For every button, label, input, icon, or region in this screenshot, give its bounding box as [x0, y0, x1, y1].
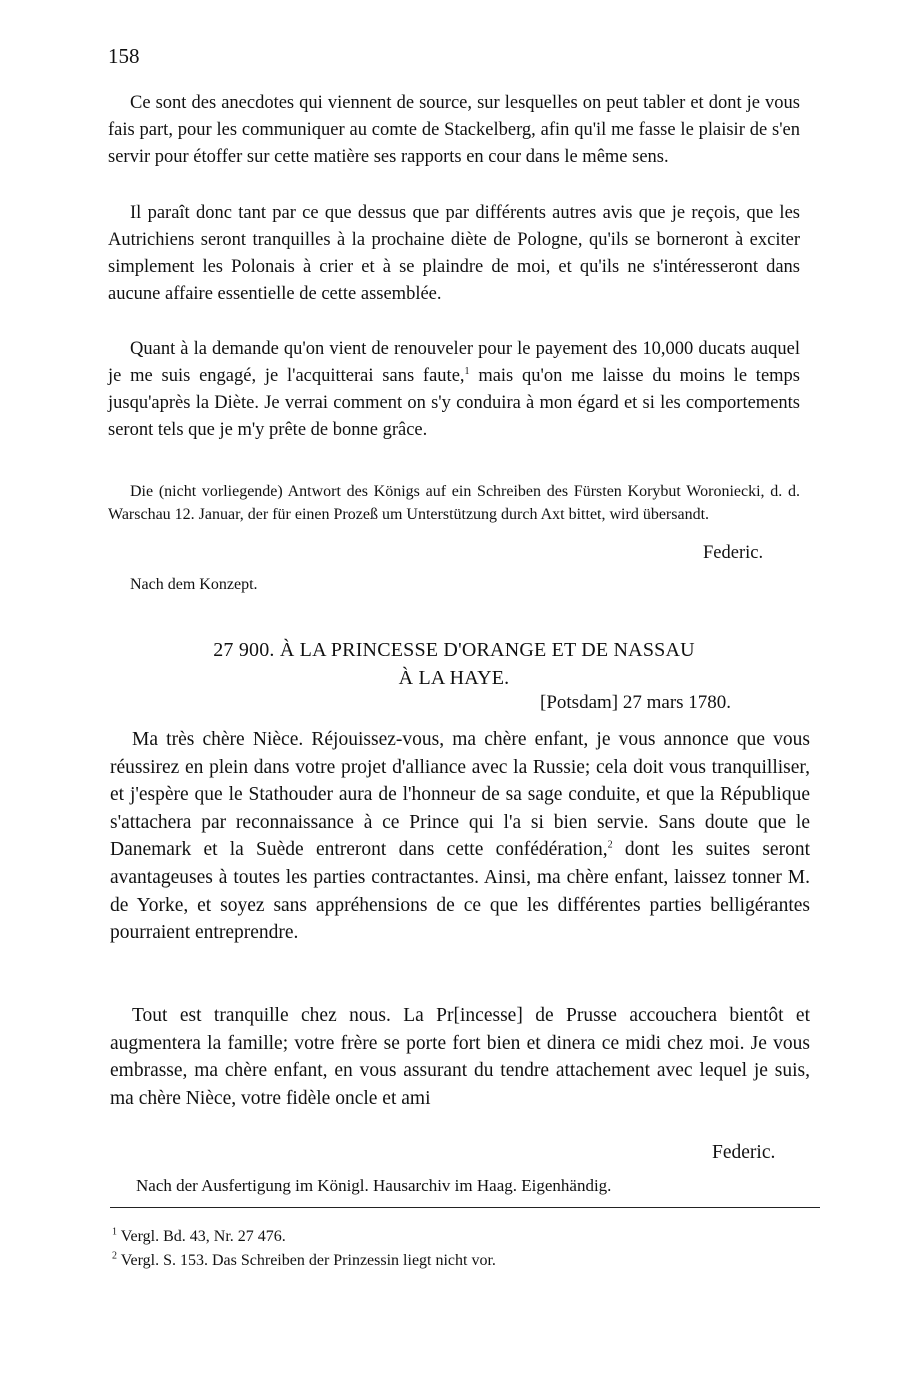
- editorial-note: [108, 480, 800, 526]
- footnote-ref-1: 1: [464, 365, 470, 377]
- paragraph-text: Ce sont des anecdotes qui viennent de source, sur lesquelles on peut tabler et dont je vous fais part, pour les communiquer au comte de Stackelberg, afin qu'il me fasse le plaisir de s'en servir pour étoffer sur cette matière ses rapports en cour dans le même sens.: [108, 93, 800, 167]
- heading-line-1: 27 900. À LA PRINCESSE D'ORANGE ET DE NASSAU: [213, 639, 695, 661]
- letter-paragraph-1: [110, 726, 810, 947]
- letter-text-part: dont les suites seront avantageuses à toutes les parties contractantes. Ainsi, ma chère enfant, laissez tonner M. de Yorke, et soyez sans appréhensions de ce que les différentes parties belligérantes pourraient entreprendre.: [110, 839, 810, 944]
- signature-1: Federic.: [703, 543, 764, 563]
- letter-paragraph-2: [110, 1002, 810, 1112]
- letter-text-part: Ma très chère Nièce. Réjouissez-vous, ma chère enfant, je vous annonce que vous réussirez en plein dans votre projet d'alliance avec la Russie; cela doit vous tranquilliser, et j'espère que le Stathouder aura de l'honneur de sa sage conduite, et que la République s'attachera par reconnaissance à ce Prince qui l'a si bien servie. Sans doute que le Danemark et la Suède entreront dans cette confédération,: [110, 729, 810, 861]
- paragraph-3: [108, 336, 800, 444]
- letter-text: Tout est tranquille chez nous. La Pr[incesse] de Prusse accouchera bientôt et augmentera la famille; votre frère se porte fort bien et dinera ce midi chez moi. Je vous embrasse, ma chère enfant, en vous assurant du tendre attachement avec lequel je suis, ma chère Nièce, votre fidèle oncle et ami: [110, 1005, 810, 1109]
- footnote-2: [112, 1252, 496, 1270]
- source-note-2: Nach der Ausfertigung im Königl. Hausarchiv im Haag. Eigenhändig.: [136, 1176, 612, 1195]
- footnote-mark: 1: [112, 1226, 117, 1238]
- paragraph-text: Il paraît donc tant par ce que dessus que par différents autres avis que je reçois, que les Autrichiens seront tranquilles à la prochaine diète de Pologne, qu'ils se borneront à exciter simplement les Polonais à crier et à se plaindre de moi, et qu'ils ne s'intéresseront dans aucune affaire essentielle de cette assemblée.: [108, 203, 800, 304]
- footnote-mark: 2: [112, 1250, 117, 1262]
- heading-line-2: À LA HAYE.: [398, 667, 510, 689]
- paragraph-text-part: mais qu'on me laisse du moins le temps jusqu'après la Diète. Je verrai comment on s'y conduira à mon égard et si les comportements seront tels que je m'y prête de bonne grâce.: [108, 366, 800, 440]
- footnote-divider: [110, 1207, 820, 1208]
- paragraph-2: [108, 200, 800, 308]
- footnote-text: Vergl. S. 153. Das Schreiben der Prinzessin liegt nicht vor.: [120, 1252, 496, 1269]
- letter-text: [110, 726, 810, 947]
- footnote-1: [112, 1228, 286, 1246]
- letter-heading: [108, 636, 800, 692]
- paragraph-1: [108, 90, 800, 171]
- source-note-1: Nach dem Konzept.: [130, 576, 258, 593]
- signature-2: Federic.: [712, 1142, 776, 1163]
- page-number: 158: [108, 44, 140, 68]
- footnote-ref-2: 2: [607, 839, 613, 851]
- paragraph-text-part: Quant à la demande qu'on vient de renouveler pour le payement des 10,000 ducats auquel je me suis engagé, je l'acquitterai sans faute,: [108, 339, 800, 386]
- dateline: [Potsdam] 27 mars 1780.: [540, 692, 732, 713]
- paragraph-text: [108, 336, 800, 444]
- editorial-note-text: Die (nicht vorliegende) Antwort des Königs auf ein Schreiben des Fürsten Korybut Woroniecki, d. d. Warschau 12. Januar, der für einen Prozeß um Unterstützung durch Axt bittet, wird übersandt.: [108, 483, 800, 523]
- footnote-text: Vergl. Bd. 43, Nr. 27 476.: [120, 1228, 286, 1245]
